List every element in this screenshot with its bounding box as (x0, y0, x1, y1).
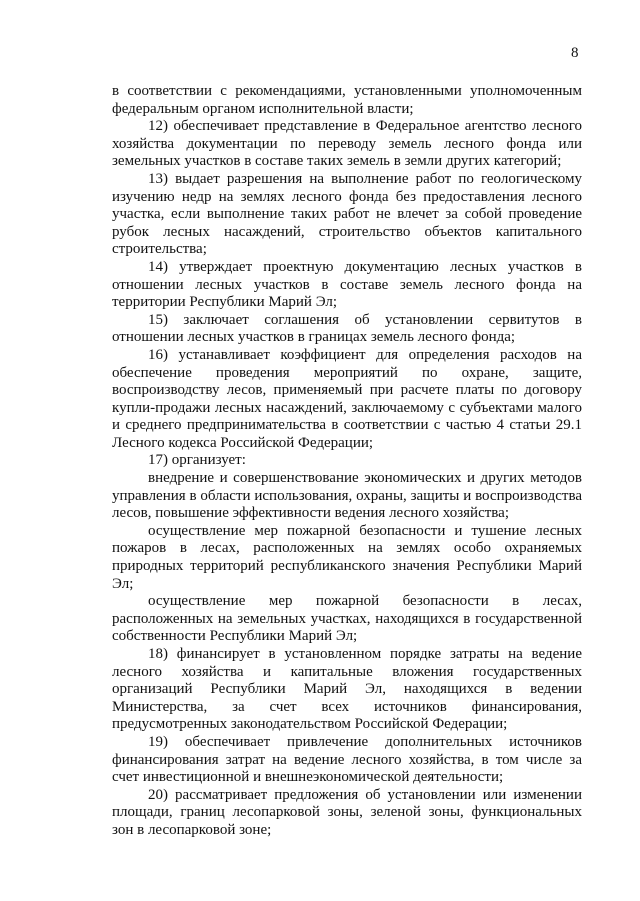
paragraph-item-17-sub-1: внедрение и совершенствование экономических и других методов управления в области использования, охраны, защиты и воспроизводства лесов, повышение эффективности ведения лесного хозяйства; (112, 470, 582, 522)
paragraph-continuation: в соответствии с рекомендациями, установленными уполномоченным федеральным органом исполнительной власти; (112, 83, 582, 117)
paragraph-item-14: 14) утверждает проектную документацию лесных участков в отношении лесных участков в составе земель лесного фонда на территории Республики Марий Эл; (112, 258, 582, 311)
paragraph-item-20: 20) рассматривает предложения об установлении или изменении площади, границ лесопарковой зоны, зеленой зоны, функциональных зон в лесопарковой зоне; (112, 786, 582, 838)
paragraph-item-19: 19) обеспечивает привлечение дополнительных источников финансирования затрат на ведение лесного хозяйства, в том числе за счет инвестиционной и внешнеэкономической деятельности; (112, 733, 582, 786)
paragraph-item-18: 18) финансирует в установленном порядке затраты на ведение лесного хозяйства и капитальные вложения государственных организаций Республики Марий Эл, находящихся в ведении Министерства, за счет всех источников финансирования, предусмотренных законодательством Российской Федерации; (112, 646, 582, 733)
page-number: 8 (571, 45, 579, 61)
body-text (112, 83, 582, 840)
paragraph-item-17-sub-3: осуществление мер пожарной безопасности в лесах, расположенных на земельных участках, находящихся в государственной собственности Республики Марий Эл; (112, 593, 582, 645)
paragraph-item-16: 16) устанавливает коэффициент для определения расходов на обеспечение проведения мероприятий по охране, защите, воспроизводству лесов, применяемый при расчете платы по договору купли-продажи лесных насаждений, заключаемому с субъектами малого и среднего предпринимательства в соответствии с частью 4 статьи 29.1 Лесного кодекса Российской Федерации; (112, 346, 582, 451)
paragraph-item-17-sub-2: осуществление мер пожарной безопасности и тушение лесных пожаров в лесах, расположенных на землях особо охраняемых природных территорий республиканского значения Республики Марий Эл; (112, 522, 582, 592)
paragraph-item-13: 13) выдает разрешения на выполнение работ по геологическому изучению недр на землях лесного фонда без предоставления лесного участка, если выполнение таких работ не влечет за собой проведение рубок лесных насаждений, строительство объектов капитального строительства; (112, 170, 582, 258)
paragraph-item-12: 12) обеспечивает представление в Федеральное агентство лесного хозяйства документации по переводу земель лесного фонда или земельных участков в составе таких земель в земли других категорий; (112, 118, 582, 170)
paragraph-item-17: 17) организует: (148, 452, 246, 469)
paragraph-item-15: 15) заключает соглашения об установлении сервитутов в отношении лесных участков в границах земель лесного фонда; (112, 311, 582, 346)
